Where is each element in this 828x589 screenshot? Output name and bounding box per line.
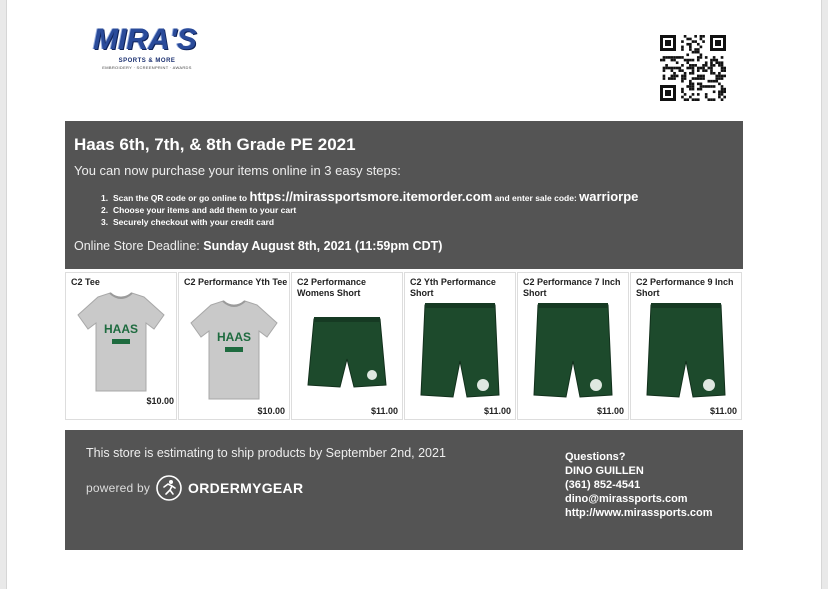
qr-module [718,83,721,86]
qr-module [689,43,692,46]
qr-module [692,59,695,62]
qr-module [692,98,695,101]
product-name: C2 Yth Performance Short [410,277,496,298]
contact-email[interactable]: dino@mirassports.com [565,493,688,505]
qr-module [713,72,716,75]
qr-module [705,85,708,88]
qr-module [718,93,721,96]
green-short-image [639,299,733,411]
product-name: C2 Tee [71,277,100,287]
qr-module [689,38,692,41]
qr-module [671,69,674,72]
qr-module [700,38,703,41]
qr-module [700,46,703,49]
qr-module [692,51,695,54]
qr-module [697,51,700,54]
qr-module [692,93,695,96]
product-price: $11.00 [370,406,398,416]
step-text: Securely checkout with your credit card [113,217,275,227]
qr-module [705,93,708,96]
qr-module [681,96,684,99]
qr-module [665,67,668,70]
green-short-image [413,299,507,411]
qr-module [697,43,700,46]
qr-module [715,80,718,83]
qr-module [684,93,687,96]
step-2 [101,204,638,216]
qr-module [721,56,724,59]
qr-module [689,88,692,91]
qr-module [671,67,674,70]
qr-module [681,64,684,67]
qr-module [705,56,708,59]
qr-module [684,98,687,101]
shirt-print-text: HAAS [216,330,252,344]
qr-module [700,77,703,80]
qr-module [713,80,716,83]
qr-module [718,61,721,64]
product-card-c2-performance-yth-tee[interactable] [178,272,290,420]
qr-module [663,59,666,62]
qr-module [671,56,674,59]
product-name: C2 Performance 9 Inch Short [636,277,734,298]
qr-module [708,98,711,101]
qr-module [710,64,713,67]
qr-module [686,38,689,41]
qr-module [689,67,692,70]
contact-phone[interactable]: (361) 852-4541 [565,479,641,491]
qr-module [708,80,711,83]
qr-module [686,61,689,64]
grey-tshirt-image [74,291,168,403]
qr-module [694,51,697,54]
step-text: Choose your items and add them to your cart [113,205,297,215]
qr-module [700,35,703,38]
qr-module [671,59,674,62]
product-price: $10.00 [146,396,174,406]
qr-module [705,61,708,64]
contact-info [565,450,713,520]
qr-module [721,93,724,96]
qr-module [678,56,681,59]
qr-module [689,80,692,83]
qr-module [692,67,695,70]
qr-module [702,75,705,78]
grey-tshirt-image [187,299,281,411]
product-price: $11.00 [596,406,624,416]
store-intro: You can now purchase your items online in 3 easy steps: [74,163,401,178]
qr-module [689,72,692,75]
qr-module [715,59,718,62]
product-price: $10.00 [257,406,285,416]
qr-module [705,96,708,99]
qr-module [681,75,684,78]
qr-module [715,61,718,64]
qr-module [692,77,695,80]
qr-module [671,75,674,78]
step-number: 1. [101,193,109,203]
product-price: $11.00 [709,406,737,416]
product-card-c2-performance-womens-short[interactable] [291,272,403,420]
powered-by-ordermygear [86,474,303,502]
qr-module [697,59,700,62]
qr-module [697,83,700,86]
qr-module [697,67,700,70]
qr-code[interactable] [658,33,728,103]
qr-module [697,48,700,51]
qr-module [663,67,666,70]
qr-module [689,96,692,99]
logo-tagline: SPORTS & MORE [118,58,176,64]
qr-module [713,56,716,59]
qr-module [681,80,684,83]
qr-module [681,40,684,43]
qr-module [665,56,668,59]
deadline-label: Online Store Deadline: [74,239,204,253]
qr-module [723,69,726,72]
qr-module [697,56,700,59]
qr-module [678,69,681,72]
qr-module [686,85,689,88]
qr-module [713,98,716,101]
qr-module [723,75,726,78]
qr-module [710,72,713,75]
qr-module [718,75,721,78]
qr-module [710,80,713,83]
qr-module [676,75,679,78]
step-3 [101,216,638,228]
product-card-c2-performance-7-inch-short[interactable] [517,272,629,420]
qr-module [700,53,703,56]
qr-module [710,98,713,101]
qr-module [723,67,726,70]
qr-module [663,77,666,80]
qr-module [694,40,697,43]
qr-module [700,83,703,86]
qr-module [702,85,705,88]
qr-module [721,98,724,101]
qr-module [673,75,676,78]
qr-module [686,98,689,101]
qr-module [700,88,703,91]
step-text: and enter sale code: [492,193,580,203]
qr-module [718,72,721,75]
qr-module [713,90,716,93]
store-info-banner [65,121,743,269]
qr-module [700,75,703,78]
qr-module [686,67,689,70]
qr-module [668,56,671,59]
qr-module [721,69,724,72]
qr-module [718,64,721,67]
qr-module [681,77,684,80]
qr-module [708,85,711,88]
qr-module [692,85,695,88]
qr-module [673,56,676,59]
qr-module [692,88,695,91]
qr-module [723,96,726,99]
qr-module [710,85,713,88]
store-deadline [74,239,442,253]
qr-module [705,64,708,67]
ordermygear-wordmark: ORDERMYGEAR [188,480,304,496]
qr-module [702,77,705,80]
qr-module [715,75,718,78]
qr-module [676,67,679,70]
product-grid [65,272,745,420]
logo-services: EMBROIDERY · SCREENPRINT · AWARDS [102,65,192,70]
qr-module [694,35,697,38]
qr-module [700,85,703,88]
qr-module [721,85,724,88]
qr-module [708,67,711,70]
qr-module [700,56,703,59]
qr-module [663,75,666,78]
qr-module [673,59,676,62]
qr-module [663,56,666,59]
qr-module [673,67,676,70]
qr-module [692,69,695,72]
qr-module [676,61,679,64]
qr-module [715,77,718,80]
qr-module [710,59,713,62]
qr-module [713,64,716,67]
qr-module [686,59,689,62]
product-price: $11.00 [483,406,511,416]
qr-module [721,61,724,64]
qr-module [705,69,708,72]
qr-module [681,69,684,72]
product-card-c2-tee[interactable] [65,272,177,420]
qr-module [684,59,687,62]
qr-module [721,77,724,80]
shirt-print-text: HAAS [103,322,139,336]
green-short-image [300,303,394,415]
qr-module [721,67,724,70]
qr-module [697,98,700,101]
qr-module [723,88,726,91]
qr-module [689,83,692,86]
flyer-page [6,0,822,589]
qr-module [721,75,724,78]
qr-module [689,46,692,49]
qr-module [710,61,713,64]
step-number: 2. [101,205,109,215]
qr-module [702,69,705,72]
qr-module [718,96,721,99]
qr-module [681,88,684,91]
product-name: C2 Performance 7 Inch Short [523,277,621,298]
qr-module [718,90,721,93]
qr-module [702,40,705,43]
powered-by-label: powered by [86,481,151,495]
qr-module [668,67,671,70]
qr-module [702,67,705,70]
ship-estimate: This store is estimating to ship products by September 2nd, 2021 [86,446,446,460]
logo-wordmark: MIRA'S [93,23,197,56]
qr-module [702,35,705,38]
qr-module [681,48,684,51]
qr-module [689,64,692,67]
qr-module [723,90,726,93]
qr-module [697,88,700,91]
store-footer [65,430,743,550]
qr-module [684,35,687,38]
qr-module [694,98,697,101]
qr-module [710,69,713,72]
qr-module [665,64,668,67]
qr-module [684,77,687,80]
qr-module [694,48,697,51]
qr-module [684,75,687,78]
step-text: Scan the QR code or go online to [113,193,250,203]
qr-module [678,67,681,70]
qr-module [689,59,692,62]
qr-module [694,77,697,80]
qr-module [663,69,666,72]
store-url-link[interactable]: https://mirassportsmore.itemorder.com [249,189,493,204]
qr-module [681,90,684,93]
qr-module [692,83,695,86]
product-card-c2-performance-9-inch-short[interactable] [630,272,742,420]
qr-module [676,56,679,59]
qr-module [721,90,724,93]
qr-module [700,67,703,70]
qr-module [713,85,716,88]
qr-module [692,64,695,67]
qr-module [702,64,705,67]
qr-module [673,72,676,75]
step-number: 3. [101,217,109,227]
qr-module [686,53,689,56]
qr-module [692,40,695,43]
step-1 [101,191,638,204]
qr-module [681,46,684,49]
qr-module [684,72,687,75]
qr-module [718,77,721,80]
qr-module [694,64,697,67]
product-name: C2 Performance Yth Tee [184,277,288,287]
qr-module [686,43,689,46]
qr-module [697,75,700,78]
steps-list [101,191,638,228]
qr-module [660,59,663,62]
deadline-value: Sunday August 8th, 2021 (11:59pm CDT) [203,239,443,253]
qr-module [689,85,692,88]
qr-module [692,72,695,75]
product-card-c2-yth-performance-short[interactable] [404,272,516,420]
contact-name: DINO GUILLEN [565,465,644,477]
qr-module [721,64,724,67]
qr-module [697,69,700,72]
qr-module [689,48,692,51]
qr-module [697,93,700,96]
miras-logo [93,22,199,70]
sale-code: warriorpe [579,189,639,204]
qr-module [710,67,713,70]
qr-module [713,59,716,62]
contact-heading: Questions? [565,451,626,463]
ordermygear-runner-icon [156,475,182,501]
qr-module [681,56,684,59]
qr-module [721,88,724,91]
product-name: C2 Performance Womens Short [297,277,367,298]
qr-module [697,77,700,80]
qr-module [671,77,674,80]
store-title: Haas 6th, 7th, & 8th Grade PE 2021 [74,135,356,154]
contact-website[interactable]: http://www.mirassports.com [565,507,713,519]
qr-module [673,77,676,80]
qr-module [668,77,671,80]
green-short-image [526,299,620,411]
